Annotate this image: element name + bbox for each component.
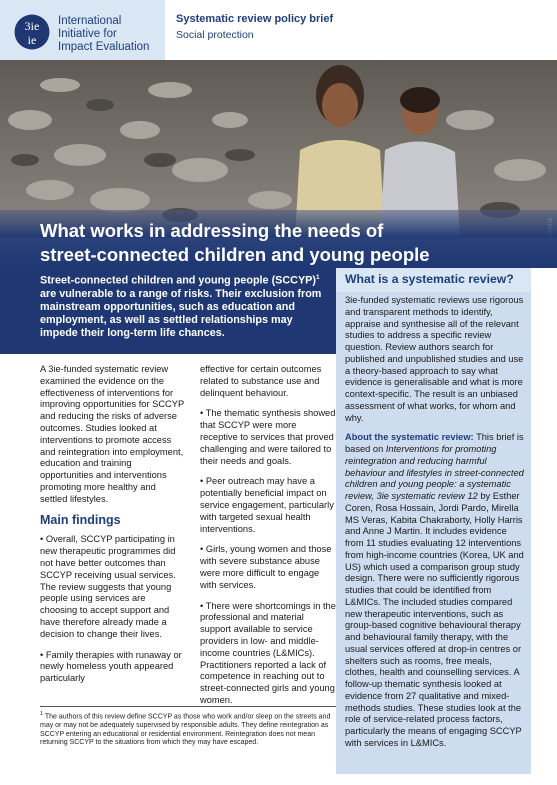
brief-topic-label: Social protection — [176, 29, 254, 41]
finding-continuation: effective for certain outcomes related to substance use and delinquent behaviour. — [200, 364, 322, 398]
logo-line-3: Impact Evaluation — [58, 41, 150, 53]
title-line-2: street-connected children and young people — [40, 244, 430, 265]
logo-line-1: International — [58, 15, 122, 27]
body-column-1 — [40, 364, 185, 694]
finding-item: • Family therapies with runaway or newly homeless youth appeared particularly — [40, 649, 182, 684]
finding-item: • There were shortcomings in the professional and material support available to service providers in low- and middle-income countries (L&MICs). Practitioners reported a lack of competence in reaching out to street-connected girls and young women. — [200, 600, 336, 705]
about-review-paragraph: About the systematic review: This brief is based on Interventions for promoting reintegration and reducing harmful behaviour and lifestyles in street-connected children and young people: a systematic review, 3ie systematic review 12 by Esther Coren, Rosa Hossain, Jordi Pardo, Mirella MS Veras, Kabita Chakraborty, Holly Harris and Anne J Martin. It includes evidence from 11 studies evaluating 12 interventions from high-income countries (Korea, UK and US) which used a comparison group study design. There were no sufficiently rigorous studies that could be identified from L&MICs. The included studies compared new therapeutic interventions, such as group-based cognitive behavioural therapy and behavioural family therapy, with the usual services offered at drop-in centres or shelters such as rooms, free meals, clothes, health and counselling services. A follow-up thematic synthesis looked at evidence from 27 qualitative and mixed-methods studies. These studies look at the role of service-related process factors, particularly the means of engaging SCCYP with services in L&MICs. — [345, 432, 524, 748]
sidebar-paragraph: 3ie-funded systematic reviews use rigorous and transparent methods to identify, appraise and synthesise all of the relevant studies to address a specific review question. Review authors search for published and unpublished studies and use a theory-based approach to say what evidence is generalisable and what is more context-specific. The result is an unbiased assessment of what works, for whom and why. — [345, 295, 524, 423]
sidebar-body — [345, 295, 525, 758]
intro-paragraph: A 3ie-funded systematic review examined the evidence on the effectiveness of interventions for improving opportunities for SCCYP and reducing the risks of adverse outcomes. Studies looked at interventions to promote access and reintegration into employment, education and training opportunities and interventions promoting more healthy and settled lifestyles. — [40, 364, 184, 504]
finding-item: • Overall, SCCYP participating in new therapeutic programmes did not have better outcomes than SCCYP receiving usual services. The review suggests that young people using services are choosing to accept support and have therefore already made a decision to change their lives. — [40, 534, 176, 639]
svg-text:ie: ie — [27, 33, 37, 47]
brief-header — [0, 0, 557, 60]
body-column-2 — [200, 364, 336, 716]
page-title — [40, 219, 520, 267]
intro-summary: Street-connected children and young people (SCCYP)$^1$ are vulnerable to a range of risks. Their exclusion from mainstream opportunities, such as education and employment, as well as settled relationships may impede their long-term life chances. — [40, 274, 322, 340]
sidebar-title: What is a systematic review? — [345, 272, 514, 286]
logo-line-2: Initiative for — [58, 28, 117, 40]
finding-item: • The thematic synthesis showed that SCCYP were more receptive to services that proved challenging and were tailored to their needs and goals. — [200, 408, 336, 466]
finding-item: • Girls, young women and those with severe substance abuse were more difficult to engage with services. — [200, 544, 332, 590]
about-review-label: About the systematic review: — [345, 432, 474, 443]
footnote: $^1$ The authors of this review define SCCYP as those who work and/or sleep on the streets and may or may not be adequately supervised by responsible adults. They define reintegration as SCCYP entering an educational or residential environment. Reintegration does not mean returning SCCYP to the situations from which they may have escaped. — [40, 711, 331, 747]
svg-text:3ie: 3ie — [24, 19, 40, 33]
3ie-logo-icon — [14, 13, 50, 51]
title-line-1: What works in addressing the needs of — [40, 220, 384, 241]
3ie-logo-block[interactable] — [0, 0, 165, 60]
main-findings-heading: Main findings — [40, 512, 121, 527]
finding-item: • Peer outreach may have a potentially beneficial impact on service engagement, particularly with targeted sexual health interventions. — [200, 476, 334, 534]
review-title: Interventions for promoting reintegration and reducing harmful behaviour and lifestyles in street-connected children and young people: a systematic review, 3ie systematic review 12 — [345, 444, 524, 501]
footnote-divider — [40, 706, 336, 707]
logo-wordmark — [58, 15, 149, 54]
brief-type-label: Systematic review policy brief — [176, 13, 334, 25]
